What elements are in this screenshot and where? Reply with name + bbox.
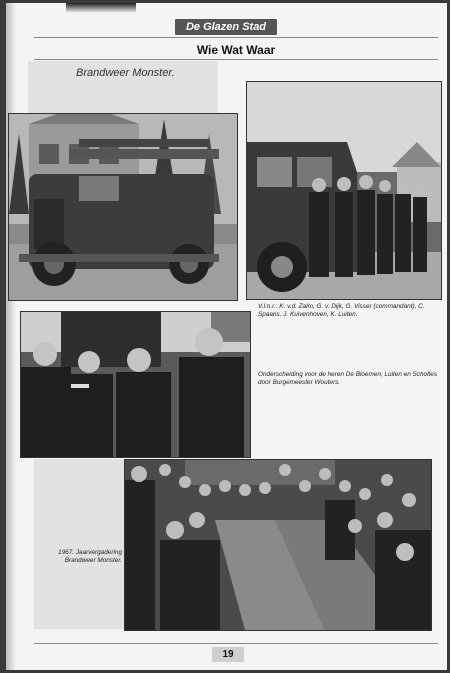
photo-2-caption: V.l.n.r.: K. v.d. Zalm, G. v. Dijk, G. Visser (commandant), C. Spaans, J. Kuivenhoven, K. Luiten. — [258, 303, 425, 318]
title-rule — [34, 59, 438, 60]
footer-rule — [34, 643, 438, 644]
header-badge: De Glazen Stad — [175, 19, 277, 35]
header-rule — [34, 37, 438, 38]
top-shadow — [66, 3, 136, 13]
photo-firemen-group — [246, 81, 442, 300]
page-spine-shadow — [6, 3, 16, 670]
photo-annual-meeting — [124, 459, 432, 631]
photo-3-caption: Onderscheiding voor de heren De Bloemen, Luiten en Scholtes door Burgemeester Wouters. — [258, 371, 438, 386]
photo-1-title: Brandweer Monster. — [76, 67, 175, 79]
photo-4-caption: 1967. Jaarvergadering Brandweer Monster. — [58, 549, 122, 564]
section-title: Wie Wat Waar — [196, 43, 276, 57]
book-page — [6, 3, 447, 670]
photo-decoration-ceremony — [20, 311, 251, 458]
photo-fire-truck — [8, 113, 238, 301]
caption-background — [34, 459, 124, 629]
page-number: 19 — [212, 647, 244, 662]
